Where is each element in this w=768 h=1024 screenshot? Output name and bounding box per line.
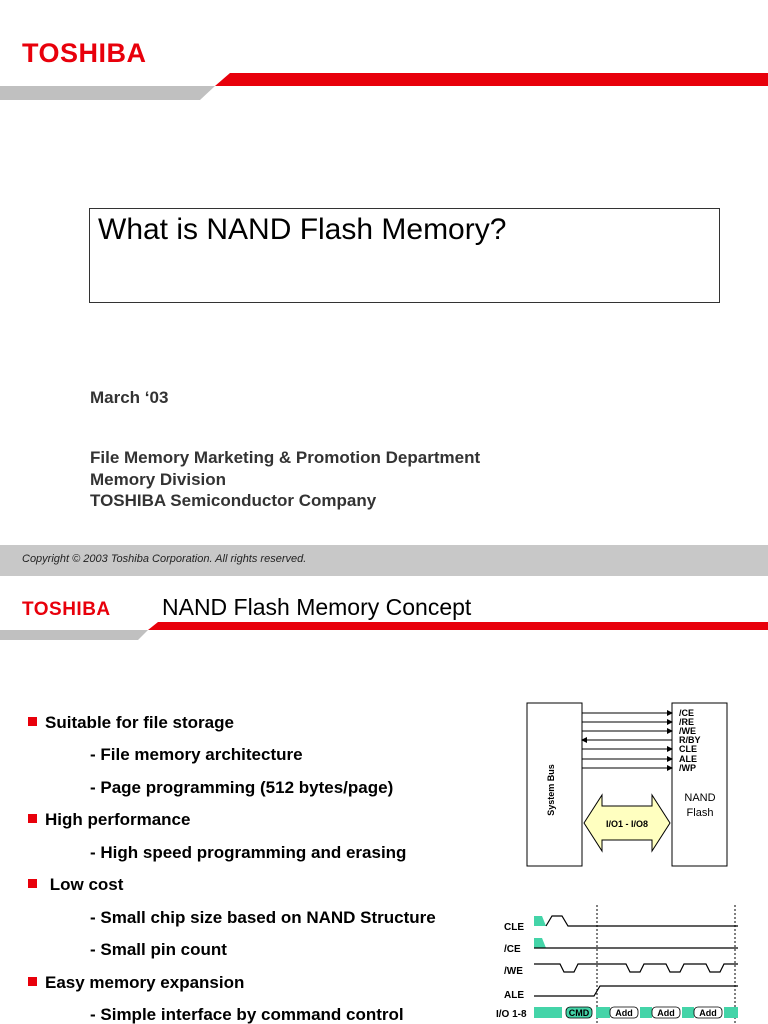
io-bus-label: I/O1 - I/O8 <box>605 819 649 829</box>
system-bus-label: System Bus <box>546 764 556 816</box>
sub-bullet: - High speed programming and erasing <box>90 843 407 862</box>
slide2-title: NAND Flash Memory Concept <box>162 594 472 620</box>
copyright-text: Copyright © 2003 Toshiba Corporation. All rights reserved. <box>22 553 307 565</box>
timing-signal-label: /CE <box>504 944 521 955</box>
bullet-square-icon <box>28 717 37 726</box>
division-line: Memory Division <box>90 470 227 489</box>
io-cycle-gap <box>596 1007 610 1018</box>
bullet-square-icon <box>28 814 37 823</box>
signal-label: /RE <box>679 717 695 727</box>
sub-bullet: - Small chip size based on NAND Structure <box>90 908 436 927</box>
slide-title: What is NAND Flash Memory? <box>98 213 507 246</box>
header-stripe-red <box>215 73 768 86</box>
bullet-file-storage <box>28 713 234 733</box>
bullet-low-cost <box>28 875 123 895</box>
bullet-easy-expansion <box>28 973 244 993</box>
sub-bullet: - Page programming (512 bytes/page) <box>90 778 394 797</box>
io-cycle-label: CMD <box>568 1008 590 1018</box>
nand-label: NAND <box>684 792 716 804</box>
signal-label: /WE <box>679 726 696 736</box>
title-box <box>89 208 720 303</box>
signal-label: R/BY <box>679 735 701 745</box>
io-cycle-lead <box>534 1007 562 1018</box>
signal-label: CLE <box>679 744 697 754</box>
signal-label: ALE <box>679 754 697 764</box>
ale-waveform <box>534 986 738 996</box>
ce-hatch <box>534 938 546 948</box>
bullet-text: Easy memory expansion <box>45 973 245 992</box>
signal-label: /WP <box>679 763 696 773</box>
bullet-text: High performance <box>45 810 191 829</box>
sub-bullet: - Simple interface by command control <box>90 1005 404 1024</box>
bullet-text: Suitable for file storage <box>45 713 234 732</box>
sub-bullet: - Small pin count <box>90 940 227 959</box>
sub-bullet: - File memory architecture <box>90 745 303 764</box>
copyright-bar <box>0 545 768 576</box>
header-stripe-2 <box>0 620 768 642</box>
timing-diagram <box>490 900 740 1024</box>
bullet-text: Low cost <box>45 875 124 894</box>
cle-hatch <box>534 916 546 926</box>
io-cycle-gap <box>640 1007 652 1018</box>
header-stripe-gray <box>0 86 215 100</box>
timing-signal-label: /WE <box>504 966 523 977</box>
io-cycle-label: Add <box>615 1008 633 1018</box>
signal-label: /CE <box>679 708 695 718</box>
bullet-high-performance <box>28 810 190 830</box>
toshiba-logo-small: TOSHIBA <box>22 599 111 620</box>
timing-signal-label: ALE <box>504 990 524 1001</box>
io-cycle-label: Add <box>699 1008 717 1018</box>
io-cycle-gap <box>682 1007 694 1018</box>
company-line: TOSHIBA Semiconductor Company <box>90 491 377 510</box>
header-stripe <box>0 70 768 102</box>
timing-signal-label: I/O 1-8 <box>496 1009 527 1020</box>
cle-waveform <box>546 916 738 926</box>
toshiba-logo: TOSHIBA <box>22 38 147 68</box>
bullet-square-icon <box>28 977 37 986</box>
flash-label: Flash <box>686 807 714 819</box>
we-waveform <box>534 964 738 972</box>
bullet-square-icon <box>28 879 37 888</box>
timing-signal-label: CLE <box>504 922 524 933</box>
presentation-date: March ‘03 <box>90 388 169 407</box>
io-cycle-tail <box>724 1007 738 1018</box>
nand-block-diagram <box>520 698 735 873</box>
io-cycle-label: Add <box>657 1008 675 1018</box>
header-stripe-2-gray <box>0 630 148 640</box>
department-line: File Memory Marketing & Promotion Department <box>90 448 481 467</box>
header-stripe-2-red <box>148 622 768 630</box>
